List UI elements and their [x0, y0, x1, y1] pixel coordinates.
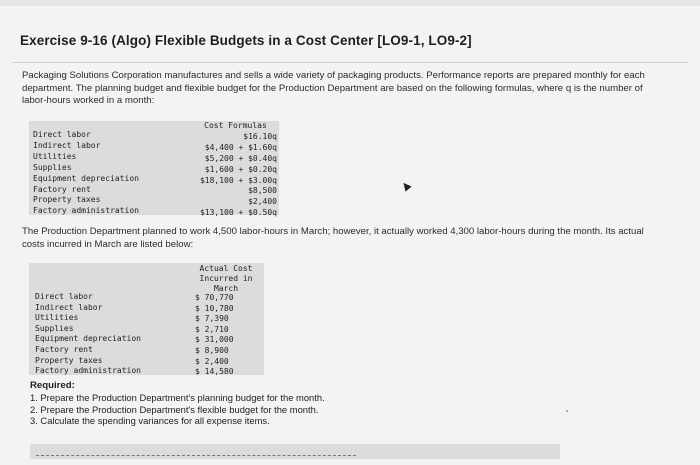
required-item-1: 1. Prepare the Production Department's planning budget for the month.	[30, 392, 325, 403]
actual-costs-labels	[35, 292, 141, 377]
actual-utilities: $ 7,390	[195, 314, 229, 324]
row-label-property-taxes: Property taxes	[35, 355, 103, 365]
row-label-factory-rent: Factory rent	[33, 184, 91, 194]
actual-costs-header	[195, 264, 257, 295]
actual-factory-administration: $ 14,580	[195, 367, 234, 377]
actual-equipment-depreciation: $ 31,000	[195, 335, 234, 345]
intro-paragraph: Packaging Solutions Corporation manufactures and sells a wide variety of packaging products. Performance reports are prepared monthly for each department. The planning budget and flexible budget for the Production Department are based on the following formulas, where q is the number of labor-hours worked in a month:	[22, 70, 645, 107]
cost-formulas-labels	[33, 130, 139, 217]
row-label-indirect-labor: Indirect labor	[35, 302, 103, 312]
row-label-factory-administration: Factory administration	[33, 206, 139, 216]
actual-property-taxes: $ 2,400	[195, 356, 229, 366]
mouse-cursor-icon	[400, 180, 411, 191]
actual-costs-header-line2: Incurred in	[199, 274, 253, 284]
formula-equipment-depreciation: $18,100 + $3.00q	[199, 175, 277, 185]
row-label-direct-labor: Direct labor	[33, 130, 91, 139]
required-item-3: 3. Calculate the spending variances for all expense items.	[30, 415, 270, 426]
row-label-indirect-labor: Indirect labor	[33, 140, 101, 150]
row-label-factory-rent: Factory rent	[35, 344, 93, 354]
required-heading: Required:	[30, 380, 75, 391]
cost-formulas-header: Cost Formulas	[204, 121, 267, 130]
formula-supplies: $1,600 + $0.20q	[204, 164, 277, 174]
row-label-equipment-depreciation: Equipment depreciation	[35, 334, 141, 344]
row-label-direct-labor: Direct labor	[35, 292, 93, 301]
stray-dot	[566, 410, 568, 412]
cost-formulas-table	[29, 121, 279, 218]
top-bar	[0, 0, 700, 6]
actual-costs-header-line1: Actual Cost	[199, 264, 253, 273]
row-label-factory-administration: Factory administration	[35, 366, 141, 376]
row-label-property-taxes: Property taxes	[33, 195, 101, 205]
cut-off-instructions-text	[36, 455, 356, 462]
row-label-supplies: Supplies	[35, 323, 74, 333]
formula-indirect-labor: $4,400 + $1.60q	[204, 142, 277, 152]
actual-costs-header-line3: March	[213, 284, 239, 294]
page-title: Exercise 9-16 (Algo) Flexible Budgets in a Cost Center [LO9-1, LO9-2]	[20, 33, 472, 48]
required-item-2: 2. Prepare the Production Department's flexible budget for the month.	[30, 403, 319, 415]
actual-indirect-labor: $ 10,780	[195, 303, 234, 313]
row-label-supplies: Supplies	[33, 162, 72, 172]
formula-utilities: $5,200 + $0.40q	[204, 153, 277, 163]
required-list	[30, 392, 325, 427]
actual-costs-table	[29, 263, 264, 375]
actual-direct-labor: $ 70,770	[195, 293, 234, 302]
actual-supplies: $ 2,710	[195, 324, 229, 334]
actual-costs-values	[195, 293, 257, 378]
title-divider	[12, 62, 688, 63]
formula-property-taxes: $2,400	[248, 197, 277, 207]
actual-factory-rent: $ 8,900	[195, 345, 229, 355]
row-label-utilities: Utilities	[35, 313, 79, 323]
formula-direct-labor: $16.10q	[243, 131, 277, 141]
row-label-utilities: Utilities	[33, 151, 77, 161]
planning-paragraph: The Production Department planned to work 4,500 labor-hours in March; however, it actually worked 4,300 labor-hours during the month. Its actual costs incurred in March are listed below:	[22, 226, 644, 250]
cost-formulas-values	[200, 121, 277, 219]
row-label-equipment-depreciation: Equipment depreciation	[33, 173, 139, 183]
formula-factory-administration: $13,100 + $0.50q	[199, 208, 277, 218]
formula-factory-rent: $8,500	[248, 186, 277, 196]
